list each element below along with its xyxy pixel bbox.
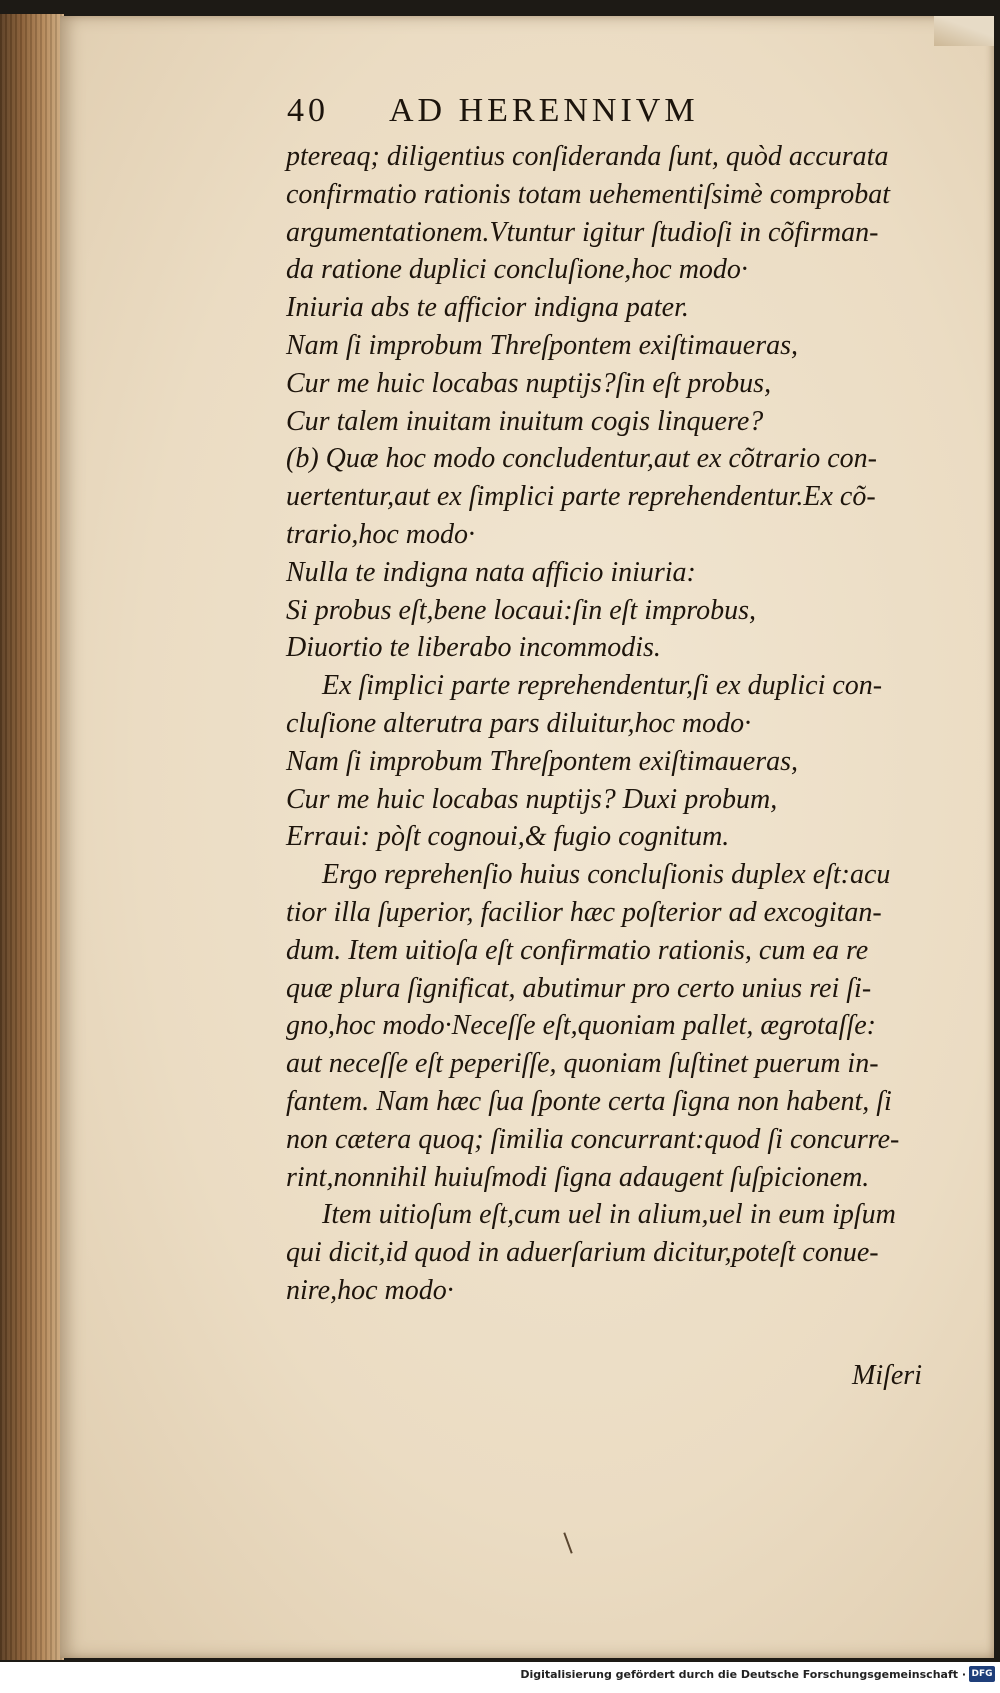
- text-line: Nulla te indigna nata afficio iniuria:: [286, 556, 696, 588]
- page-header: [287, 92, 807, 130]
- text-line: Ex ſimplici parte reprehendentur,ſi ex duplici con-: [322, 670, 883, 702]
- text-line: qui dicit,id quod in aduerſarium dicitur,poteſt conue-: [286, 1237, 879, 1269]
- catchword: Miſeri: [852, 1360, 922, 1391]
- text-line: Iniuria abs te afficior indigna pater.: [286, 292, 689, 324]
- text-line: gno,hoc modo·Neceſſe eſt,quoniam pallet, ægrotaſſe:: [286, 1010, 876, 1042]
- text-line: (b) Quæ hoc modo concludentur,aut ex cõtrario con-: [286, 443, 877, 475]
- text-line: Nam ſi improbum Threſpontem exiſtimaueras,: [286, 745, 799, 777]
- text-line: Nam ſi improbum Threſpontem exiſtimaueras,: [286, 329, 799, 361]
- text-line: quæ plura ſignificat, abutimur pro certo unius rei ſi-: [286, 972, 872, 1004]
- text-line: Si probus eſt,bene locaui:ſin eſt improbus,: [286, 594, 756, 626]
- text-line: Cur me huic locabas nuptijs?ſin eſt probus,: [286, 367, 772, 399]
- text-line: non cætera quoq; ſimilia concurrant:quod ſi concurre-: [286, 1123, 900, 1155]
- page-corner: [934, 16, 994, 46]
- text-line: dum. Item uitioſa eſt confirmatio rationis, cum ea re: [286, 934, 869, 966]
- text-line: tior illa ſuperior, facilior hæc poſterior ad excogitan-: [286, 896, 882, 928]
- text-line: nire,hoc modo·: [286, 1274, 454, 1306]
- text-line: Cur talem inuitam inuitum cogis linquere?: [286, 405, 764, 437]
- page-number: 40: [287, 92, 329, 129]
- book-fore-edge: [0, 14, 64, 1660]
- text-line: trario,hoc modo·: [286, 518, 475, 550]
- text-line: uertentur,aut ex ſimplici parte reprehendentur.Ex cõ-: [286, 481, 876, 513]
- text-line: Ergo reprehenſio huius concluſionis duplex eſt:acu: [322, 859, 891, 891]
- text-line: aut neceſſe eſt peperiſſe, quoniam ſuſtinet puerum in-: [286, 1048, 879, 1080]
- text-line: rint,nonnihil huiuſmodi ſigna adaugent ſuſpicionem.: [286, 1161, 870, 1193]
- text-line: Diuortio te liberabo incommodis.: [286, 632, 661, 664]
- running-title: AD HERENNIVM: [389, 92, 699, 129]
- body-text: [286, 138, 946, 1310]
- text-line: argumentationem.Vtuntur igitur ſtudioſi in cõfirman-: [286, 216, 879, 248]
- text-line: fantem. Nam hæc ſua ſponte certa ſigna non habent, ſi: [286, 1085, 892, 1117]
- text-line: da ratione duplici concluſione,hoc modo·: [286, 254, 748, 286]
- text-line: confirmatio rationis totam uehementiſsimè comprobat: [286, 178, 891, 210]
- digitization-credit: Digitalisierung gefördert durch die Deutsche Forschungsgemeinschaft ·: [520, 1668, 966, 1681]
- text-line: Item uitioſum eſt,cum uel in alium,uel in eum ipſum: [322, 1199, 896, 1231]
- dfg-logo: DFG: [969, 1666, 995, 1682]
- text-line: Cur me huic locabas nuptijs? Duxi probum,: [286, 783, 778, 815]
- text-line: cluſione alterutra pars diluitur,hoc modo·: [286, 707, 752, 739]
- text-line: Erraui: pòſt cognoui,& fugio cognitum.: [286, 821, 730, 853]
- text-line: ptereaq; diligentius conſideranda ſunt, quòd accurata: [286, 141, 889, 172]
